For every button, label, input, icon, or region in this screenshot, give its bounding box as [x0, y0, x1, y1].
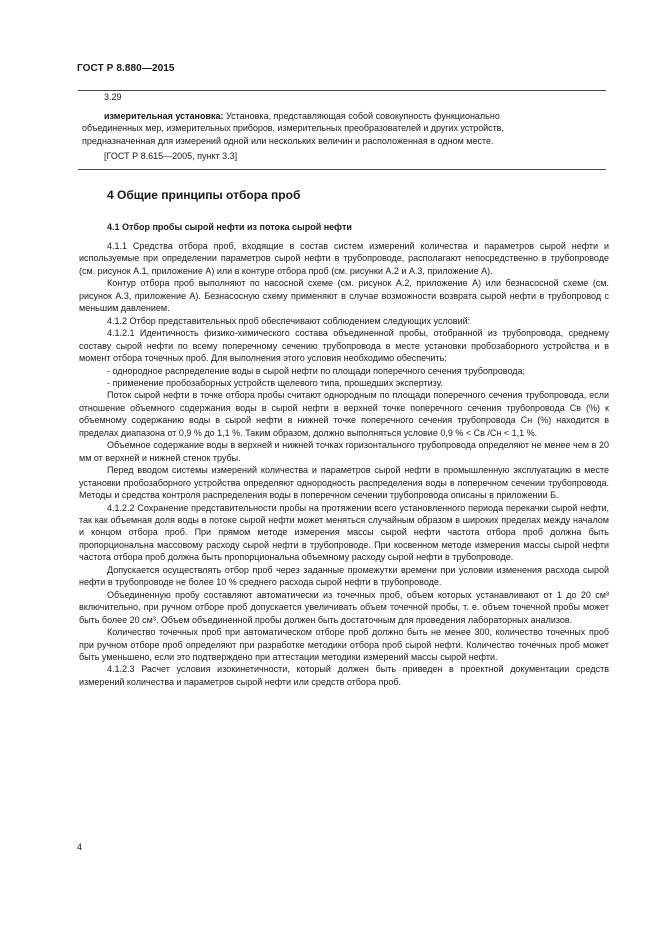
subsection-title: 4.1 Отбор пробы сырой нефти из потока сырой нефти — [107, 222, 352, 232]
body-text — [79, 240, 609, 688]
paragraph: 4.1.2.2 Сохранение представительности пробы на протяжении всего установленного периода перекачки сырой нефти, так как объемная доля воды в потоке сырой нефти может меняться случайным образом в широких пределах между началом и концом отбора проб. При прямом методе измерения массы сырой нефти частота отбора проб должна быть пропорциональна массовому расходу сырой нефти в трубопроводе. При косвенном методе измерения массы сырой нефти частота отбора проб должна быть пропорциональна объемному расходу сырой нефти в трубопроводе. — [79, 502, 609, 563]
section-title: 4 Общие принципы отбора проб — [107, 188, 301, 202]
paragraph: 4.1.2 Отбор представительных проб обеспечивают соблюдением следующих условий: — [107, 315, 471, 326]
term-reference: [ГОСТ Р 8.615—2005, пункт 3.3] — [104, 151, 238, 161]
paragraph: Перед вводом системы измерений количества и параметров сырой нефти в промышленную эксплуатацию в месте установки пробозаборного устройства определяют однородность распределения воды в поперечном сечении трубопровода. Методы и средства контроля распределения воды в поперечном сечении трубопровода описаны в приложении Б. — [79, 465, 609, 501]
paragraph: 4.1.2.3 Расчет условия изокинетичности, который должен быть приведен в проектной документации средств измерений количества и параметров сырой нефти или средств отбора проб. — [79, 664, 609, 687]
paragraph: Поток сырой нефти в точке отбора пробы считают однородным по площади поперечного сечения трубопровода, если отношение объемного содержания воды в сырой нефти в верхней точке поперечного сечения трубопровода Cв (%) к объемному содержанию воды в сырой нефти в нижней точке поперечного сечения трубопровода Cн (%) находится в пределах диапазона от 0,9 % до 1,1 %. Таким образом, должно выполняться условие 0,9 % < Cв /Cн < 1,1 %. — [79, 390, 609, 438]
term-number: 3.29 — [104, 92, 122, 102]
paragraph: Количество точечных проб при автоматическом отборе проб должно быть не менее 300, количество точечных проб при ручном отборе проб определяют при разработке методики отбора проб сырой нефти. Количество точечных проб может быть уменьшено, если это подтверждено при аттестации методики измерений массы сырой нефти. — [79, 627, 609, 662]
paragraph: Контур отбора проб выполняют по насосной схеме (см. рисунок А.2, приложение А) или безнасосной схеме (см. рисунок А.3, приложение А). Безнасосную схему применяют в случае возможности возврата сырой нефти в трубопровод с меньшим давлением. — [79, 278, 609, 314]
paragraph: 4.1.2.1 Идентичность физико-химического состава объединенной пробы, отобранной из трубопровода, среднему составу сырой нефти по всему поперечному сечению трубопровода в месте установки пробозаборного устройства и в момент отбора точечных проб. Для выполнения этого условия необходимо обеспечить: — [79, 328, 609, 364]
document-code-header: ГОСТ Р 8.880—2015 — [77, 63, 175, 74]
term-definition-box — [78, 90, 606, 170]
paragraph: Объемное содержание воды в верхней и нижней точках горизонтального трубопровода определяют не менее чем в 20 мм от верхней и нижней стенок трубы. — [79, 440, 609, 463]
list-item: - однородное распределение воды в сырой нефти по площади поперечного сечения трубопровода; — [107, 365, 526, 376]
term-definition-line-2: объединенных мер, измерительных приборов, измерительных преобразователей и других устройств, — [82, 123, 504, 133]
paragraph: Объединенную пробу составляют автоматически из точечных проб, объем которых устанавливают от 1 до 20 см³ включительно, при ручном отборе проб допускается увеличивать объем точечной пробы, т. е. объем точечной пробы может быть более 20 см³. Объем объединенной пробы должен быть достаточным для проведения лабораторных анализов. — [79, 589, 609, 625]
term-name: измерительная установка: — [104, 111, 224, 121]
list-item: - применение пробозаборных устройств щелевого типа, прошедших экспертизу. — [107, 377, 443, 388]
term-definition-line-3: предназначенная для измерений одной или нескольких величин и расположенная в одном месте. — [82, 136, 494, 146]
paragraph: Допускается осуществлять отбор проб через заданные промежутки времени при условии изменения расхода сырой нефти в трубопроводе не более 10 % среднего расхода сырой нефти в трубопроводе. — [79, 564, 609, 588]
term-definition-line-1: Установка, представляющая собой совокупность функционально — [226, 111, 500, 121]
paragraph: 4.1.1 Средства отбора проб, входящие в состав систем измерений количества и параметров сырой нефти и используемые при определении параметров сырой нефти в трубопроводе, располагают непосредственно в трубопроводе (см. рисунок А.1, приложение А) или в контуре отбора проб (см. рисунки А.2 и А.3, приложение А). — [79, 241, 609, 276]
page-number: 4 — [77, 842, 83, 852]
term-line-1 — [104, 110, 500, 123]
